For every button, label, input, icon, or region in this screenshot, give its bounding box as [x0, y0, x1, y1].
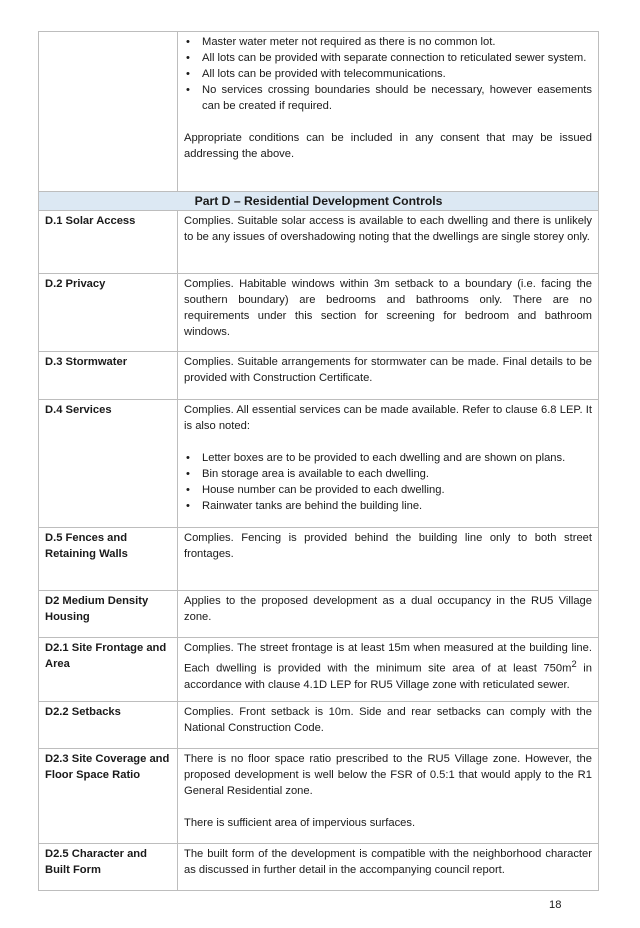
list-item: • Rainwater tanks are behind the building line.	[202, 498, 592, 514]
row-label: D.2 Privacy	[39, 274, 178, 352]
table-row	[39, 748, 599, 843]
table-row	[39, 32, 599, 192]
section-heading-row	[39, 192, 599, 211]
row-label: D2.5 Character and Built Form	[39, 843, 178, 890]
page-number: 18	[549, 899, 562, 911]
table-row	[39, 400, 599, 528]
row-content: Complies. Habitable windows within 3m setback to a boundary (i.e. facing the southern boundary) are bedrooms and bathrooms only. There are no requirements under this section for screening for bedroom and bathroom windows.	[178, 274, 599, 352]
site-area-text-cont: in accordance with clause 4.1D LEP for RU5 Village zone with reticulated sewer.	[184, 662, 592, 691]
superscript-unit: 2	[571, 659, 577, 669]
table-row	[39, 591, 599, 638]
table-row	[39, 843, 599, 890]
fsr-text: There is no floor space ratio prescribed to the RU5 Village zone. However, the proposed development is well below the FSR of 0.5:1 that would apply to the R1 General Residential zone.	[184, 752, 592, 797]
section-heading: Part D – Residential Development Controls	[39, 192, 599, 211]
row-label: D.3 Stormwater	[39, 352, 178, 400]
table-row	[39, 638, 599, 702]
row-content: Applies to the proposed development as a dual occupancy in the RU5 Village zone.	[178, 591, 599, 638]
site-area-text: Complies. The street frontage is at least 15m when measured at the building line. Each dwelling is provided with the minimum site area of at least 750m	[184, 642, 592, 675]
row-content	[178, 748, 599, 843]
row-label: D2.3 Site Coverage and Floor Space Ratio	[39, 748, 178, 843]
impervious-text: There is sufficient area of impervious surfaces.	[184, 816, 416, 829]
content-cell	[178, 32, 599, 192]
list-item: • No services crossing boundaries should be necessary, however easements can be created if required.	[202, 82, 592, 114]
services-bullet-list	[184, 34, 592, 114]
list-item: • Letter boxes are to be provided to each dwelling and are shown on plans.	[202, 450, 592, 466]
table-row	[39, 528, 599, 591]
row-label: D.1 Solar Access	[39, 211, 178, 274]
table-row	[39, 701, 599, 748]
table-row	[39, 352, 599, 400]
list-item: • Bin storage area is available to each dwelling.	[202, 466, 592, 482]
row-label: D2.1 Site Frontage and Area	[39, 638, 178, 702]
list-item: • All lots can be provided with separate connection to reticulated sewer system.	[202, 50, 592, 66]
label-cell-empty	[39, 32, 178, 192]
services-intro: Complies. All essential services can be made available. Refer to clause 6.8 LEP. It is also noted:	[184, 404, 592, 432]
list-item: • House number can be provided to each dwelling.	[202, 482, 592, 498]
row-content: Complies. Suitable arrangements for stormwater can be made. Final details to be provided with Construction Certificate.	[178, 352, 599, 400]
row-content: The built form of the development is compatible with the neighborhood character as discussed in further detail in the accompanying council report.	[178, 843, 599, 890]
row-label: D.4 Services	[39, 400, 178, 528]
row-content	[178, 400, 599, 528]
table-row	[39, 274, 599, 352]
conditions-note: Appropriate conditions can be included in any consent that may be issued addressing the above.	[184, 132, 592, 160]
row-label: D.5 Fences and Retaining Walls	[39, 528, 178, 591]
list-item: • Master water meter not required as there is no common lot.	[202, 34, 592, 50]
table-row	[39, 211, 599, 274]
row-content: Complies. Front setback is 10m. Side and rear setbacks can comply with the National Construction Code.	[178, 701, 599, 748]
row-label: D2 Medium Density Housing	[39, 591, 178, 638]
row-content: Complies. Fencing is provided behind the building line only to both street frontages.	[178, 528, 599, 591]
row-content	[178, 638, 599, 702]
controls-table	[38, 31, 599, 891]
row-content: Complies. Suitable solar access is available to each dwelling and there is unlikely to be any issues of overshadowing noting that the dwellings are single storey only.	[178, 211, 599, 274]
services-bullet-list	[184, 450, 592, 514]
row-label: D2.2 Setbacks	[39, 701, 178, 748]
list-item: • All lots can be provided with telecommunications.	[202, 66, 592, 82]
